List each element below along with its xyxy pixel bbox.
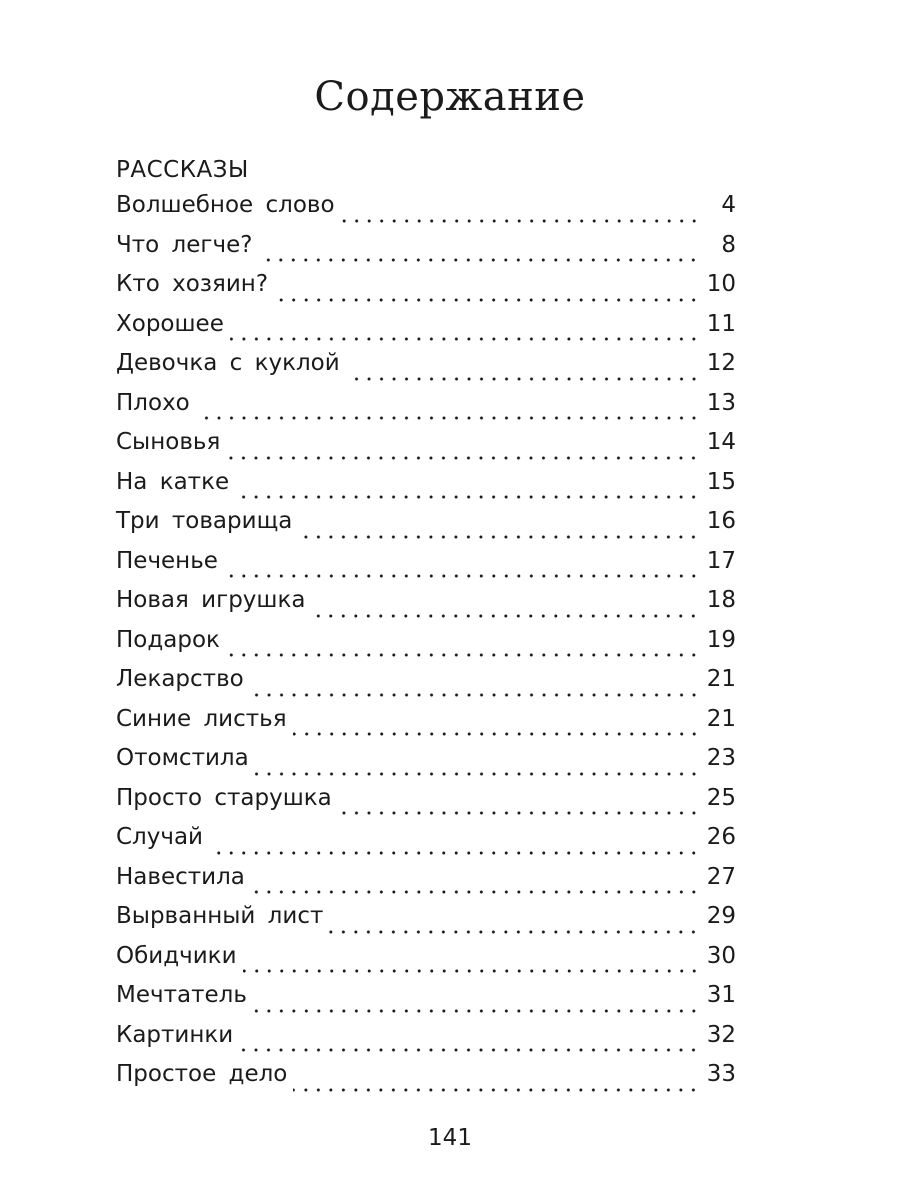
- toc-entry-title: На катке: [116, 468, 230, 495]
- toc-entry-page: 12: [706, 350, 736, 376]
- toc-entry-title: Новая игрушка: [116, 587, 306, 613]
- toc-entry-page: 10: [706, 271, 736, 297]
- dot-leader: [298, 535, 700, 539]
- toc-entry-title: Сыновья: [116, 429, 221, 455]
- dot-leader: [235, 495, 700, 499]
- toc-entry: [116, 271, 736, 311]
- toc-entry-title: Простое дело: [116, 1061, 288, 1087]
- dot-leader: [209, 851, 700, 855]
- toc-entry: [116, 192, 736, 232]
- toc-entry-title: Три товарища: [116, 508, 293, 534]
- toc-entry-title: Вырванный лист: [116, 903, 324, 929]
- dot-leader: [329, 930, 700, 934]
- toc-entry-title: Случай: [116, 824, 204, 850]
- toc-entry: [116, 429, 736, 469]
- toc-entry-page: 14: [706, 429, 736, 455]
- toc-entry-page: 27: [706, 863, 736, 890]
- table-of-contents: [116, 192, 736, 1101]
- toc-entry-title: Девочка с куклой: [116, 350, 340, 376]
- toc-entry: [116, 390, 736, 430]
- toc-entry: [116, 903, 736, 943]
- section-heading: РАССКАЗЫ: [116, 157, 249, 183]
- toc-entry: [116, 1061, 736, 1101]
- toc-entry: [116, 508, 736, 548]
- page-number: 141: [428, 1125, 472, 1151]
- toc-entry: [116, 745, 736, 785]
- toc-entry-page: 25: [706, 784, 736, 811]
- toc-entry-title: Волшебное слово: [116, 192, 335, 218]
- dot-leader: [250, 693, 700, 697]
- toc-entry-title: Лекарство: [116, 666, 244, 692]
- toc-entry-page: 17: [706, 547, 736, 574]
- toc-entry: [116, 943, 736, 983]
- dot-leader: [293, 732, 700, 736]
- toc-entry: [116, 824, 736, 864]
- toc-entry-page: 26: [706, 824, 736, 850]
- dot-leader: [251, 890, 700, 894]
- toc-entry: [116, 548, 736, 588]
- toc-entry-page: 21: [706, 705, 736, 732]
- toc-entry-title: Обидчики: [116, 942, 237, 969]
- toc-entry-title: Хорошее: [116, 310, 224, 337]
- toc-entry: [116, 982, 736, 1022]
- toc-entry: [116, 350, 736, 390]
- page-title: Содержание: [314, 74, 586, 120]
- toc-entry: [116, 785, 736, 825]
- toc-entry: [116, 864, 736, 904]
- toc-entry-title: Кто хозяин?: [116, 271, 269, 297]
- toc-entry-title: Навестила: [116, 863, 245, 890]
- toc-entry-page: 19: [706, 626, 736, 653]
- dot-leader: [196, 416, 700, 420]
- toc-entry-title: Отомстила: [116, 745, 249, 771]
- toc-entry-title: Плохо: [116, 389, 190, 416]
- toc-entry-page: 23: [706, 745, 736, 771]
- toc-entry: [116, 627, 736, 667]
- dot-leader: [258, 258, 700, 262]
- toc-entry-page: 32: [706, 1021, 736, 1048]
- toc-entry-page: 31: [706, 982, 736, 1008]
- toc-entry-page: 33: [706, 1061, 736, 1087]
- toc-entry-page: 21: [706, 666, 736, 692]
- dot-leader: [293, 1088, 700, 1092]
- toc-entry-title: Печенье: [116, 547, 218, 574]
- toc-entry: [116, 706, 736, 746]
- toc-entry-title: Картинки: [116, 1021, 234, 1048]
- dot-leader: [346, 377, 700, 381]
- dot-leader: [243, 969, 700, 973]
- toc-entry-title: Синие листья: [116, 705, 287, 732]
- toc-entry: [116, 587, 736, 627]
- dot-leader: [311, 614, 700, 618]
- toc-entry-title: Что легче?: [116, 231, 253, 258]
- toc-entry-title: Мечтатель: [116, 982, 247, 1008]
- dot-leader: [224, 574, 700, 578]
- toc-entry-page: 11: [706, 310, 736, 337]
- dot-leader: [255, 772, 700, 776]
- dot-leader: [226, 653, 700, 657]
- toc-entry-title: Подарок: [116, 626, 220, 653]
- dot-leader: [338, 811, 700, 815]
- toc-entry: [116, 666, 736, 706]
- toc-entry-title: Просто старушка: [116, 784, 332, 811]
- toc-entry: [116, 469, 736, 509]
- toc-entry: [116, 1022, 736, 1062]
- toc-entry-page: 8: [721, 231, 736, 258]
- toc-entry-page: 29: [706, 903, 736, 929]
- toc-entry-page: 13: [706, 389, 736, 416]
- toc-entry: [116, 311, 736, 351]
- toc-entry-page: 15: [706, 468, 736, 495]
- dot-leader: [274, 298, 700, 302]
- dot-leader: [253, 1009, 700, 1013]
- toc-entry-page: 16: [706, 508, 736, 534]
- toc-entry: [116, 232, 736, 272]
- toc-entry-page: 4: [721, 192, 736, 218]
- dot-leader: [230, 337, 700, 341]
- dot-leader: [341, 219, 700, 223]
- toc-entry-page: 18: [706, 587, 736, 613]
- toc-entry-page: 30: [706, 942, 736, 969]
- dot-leader: [239, 1048, 700, 1052]
- dot-leader: [226, 456, 700, 460]
